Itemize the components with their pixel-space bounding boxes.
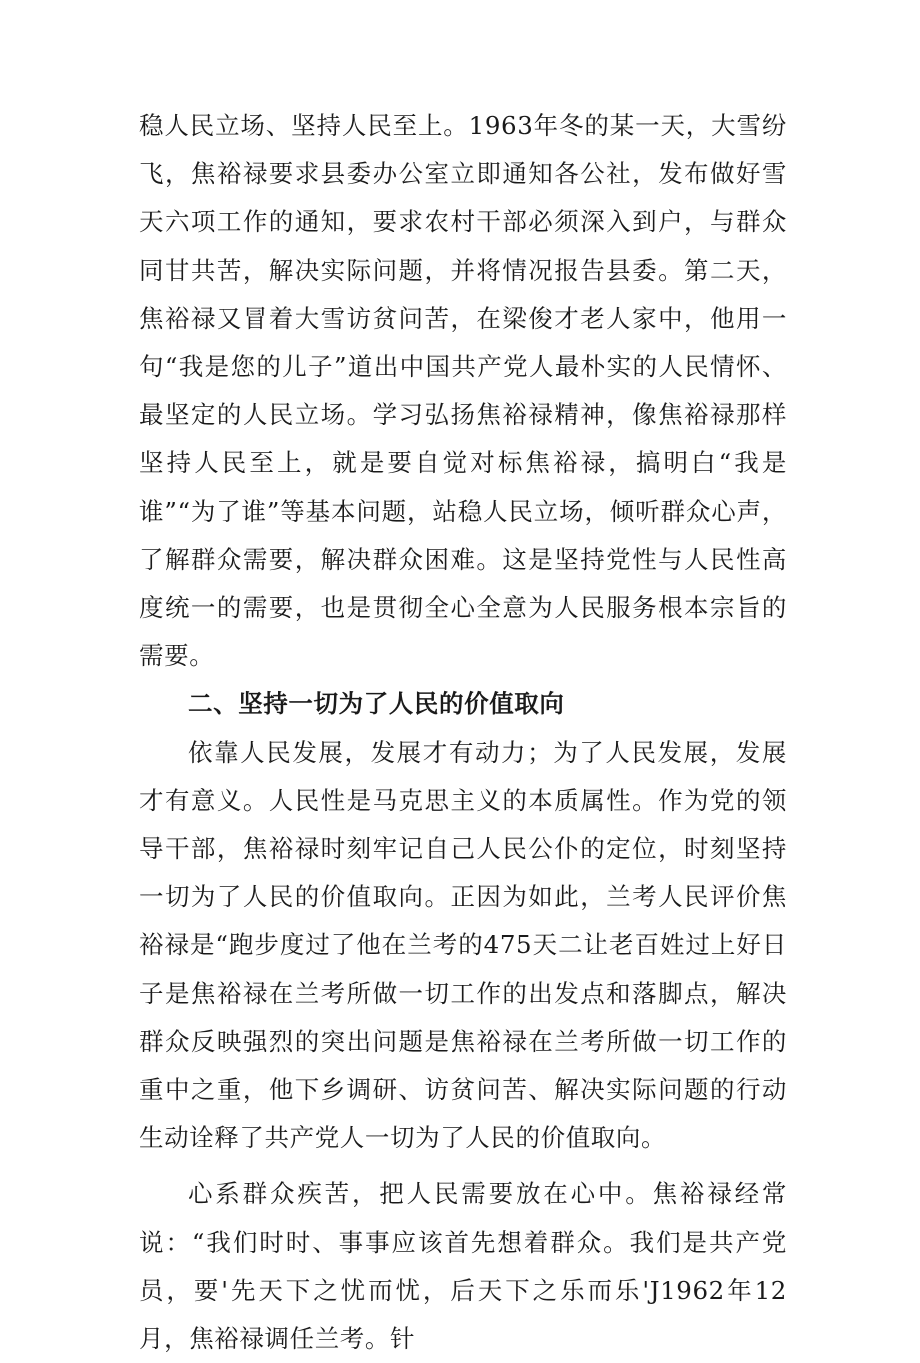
paragraph-gap: [139, 1162, 787, 1170]
paragraph-1: 稳人民立场、坚持人民至上。1963年冬的某一天，大雪纷飞，焦裕禄要求县委办公室立即通知各公社，发布做好雪天六项工作的通知，要求农村干部必须深入到户，与群众同甘共苦，解决实际问题，并将情况报告县委。第二天，焦裕禄又冒着大雪访贫问苦，在梁俊才老人家中，他用一句“我是您的儿子”道出中国共产党人最朴实的人民情怀、最坚定的人民立场。学习弘扬焦裕禄精神，像焦裕禄那样坚持人民至上，就是要自觉对标焦裕禄，搞明白“我是谁”“为了谁”等基本问题，站稳人民立场，倾听群众心声，了解群众需要，解决群众困难。这是坚持党性与人民性高度统一的需要，也是贯彻全心全意为人民服务根本宗旨的需要。: [139, 111, 787, 671]
paragraph-2: 依靠人民发展，发展才有动力；为了人民发展，发展才有意义。人民性是马克思主义的本质属性。作为党的领导干部，焦裕禄时刻牢记自己人民公仆的定位，时刻坚持一切为了人民的价值取向。正因为如此，兰考人民评价焦裕禄是“跑步度过了他在兰考的475天二让老百姓过上好日子是焦裕禄在兰考所做一切工作的出发点和落脚点，解决群众反映强烈的突出问题是焦裕禄在兰考所做一切工作的重中之重，他下乡调研、访贫问苦、解决实际问题的行动生动诠释了共产党人一切为了人民的价值取向。: [139, 737, 787, 1153]
document-page: [139, 102, 787, 1363]
paragraph-3: 心系群众疾苦，把人民需要放在心中。焦裕禄经常说：“我们时时、事事应该首先想着群众。我们是共产党员，要'先天下之忧而忧，后天下之乐而乐'J1962年12月，焦裕禄调任兰考。针: [139, 1179, 787, 1354]
section-heading-2: 二、坚持一切为了人民的价值取向: [188, 689, 565, 719]
